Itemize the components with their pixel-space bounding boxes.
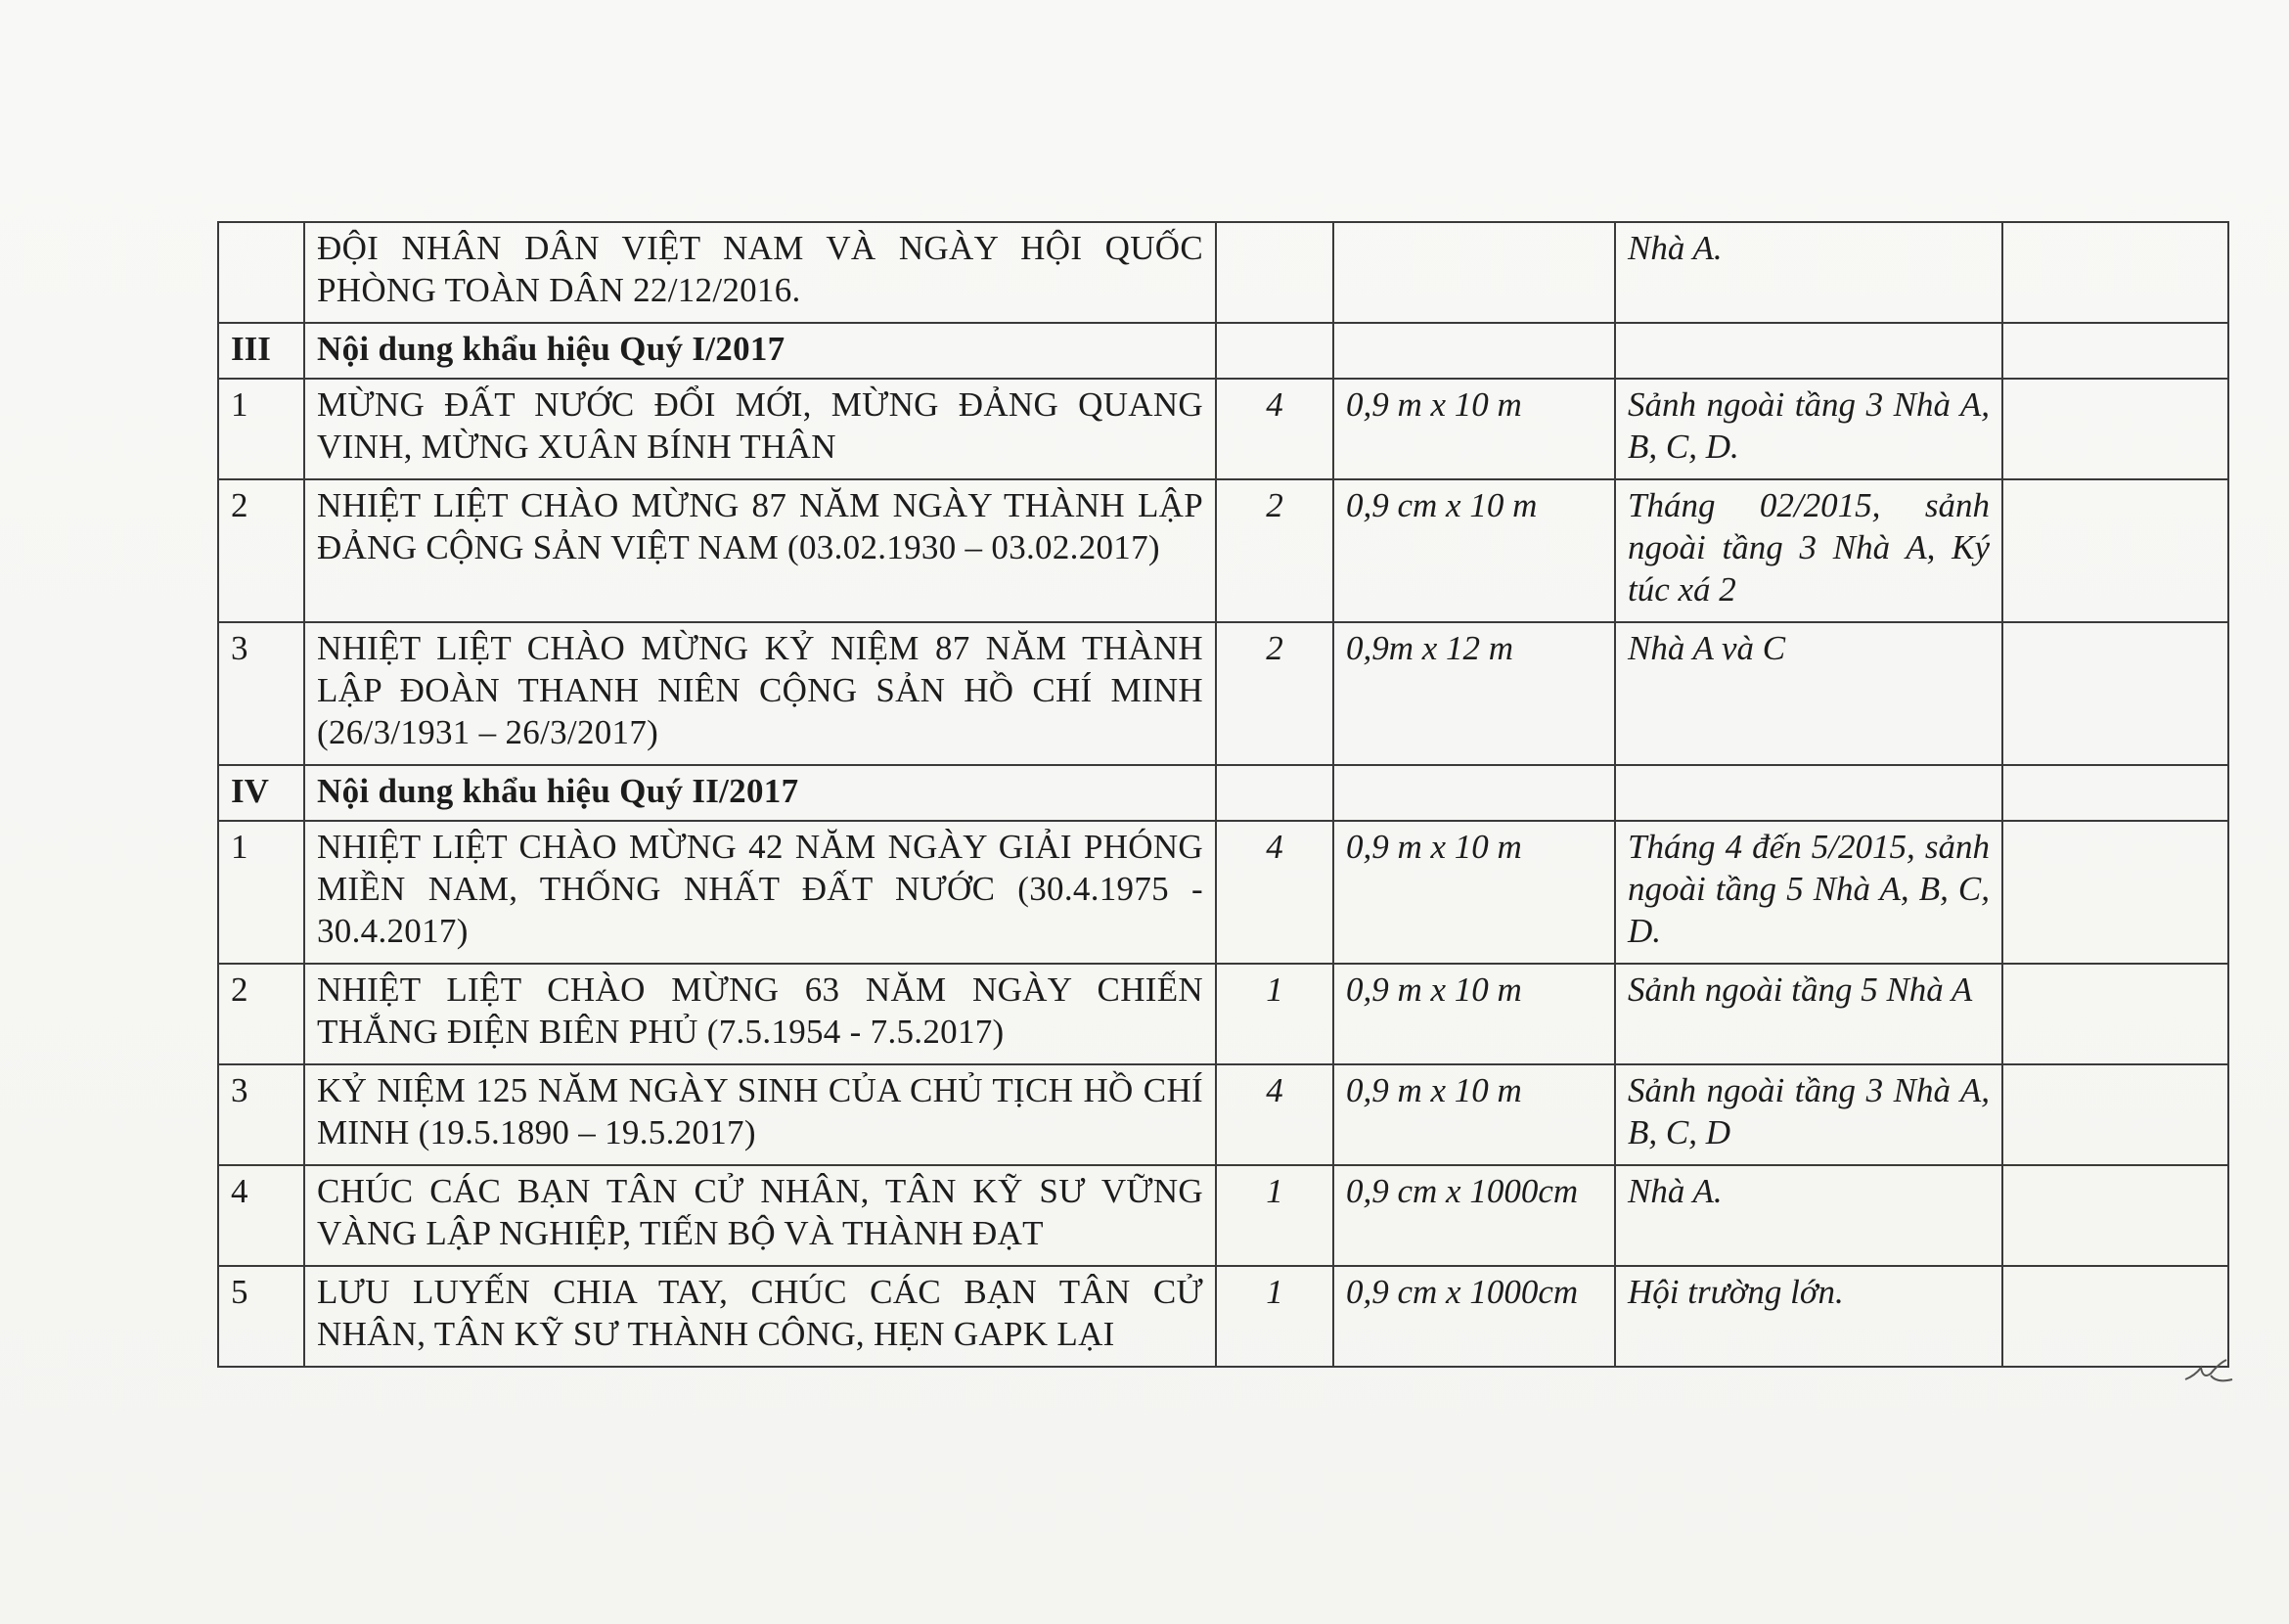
table-row [218,1064,2228,1165]
size-cell: 0,9 cm x 1000cm [1333,1165,1615,1266]
slogan-table [217,221,2229,1368]
note-cell [2002,1165,2228,1266]
size-cell: 0,9 cm x 10 m [1333,479,1615,622]
table-row [218,821,2228,964]
row-number-cell: 3 [218,1064,304,1165]
row-number-cell: 2 [218,479,304,622]
quantity-cell: 2 [1216,479,1333,622]
size-cell [1333,323,1615,379]
location-cell: Sảnh ngoài tầng 3 Nhà A, B, C, D. [1615,379,2002,479]
quantity-cell [1216,222,1333,323]
note-cell [2002,622,2228,765]
quantity-cell: 1 [1216,1165,1333,1266]
location-cell [1615,765,2002,821]
section-row [218,765,2228,821]
location-cell [1615,323,2002,379]
location-cell: Hội trường lớn. [1615,1266,2002,1367]
section-title-cell: Nội dung khẩu hiệu Quý I/2017 [304,323,1216,379]
size-cell [1333,222,1615,323]
note-cell [2002,222,2228,323]
row-number-cell: 2 [218,964,304,1064]
slogan-content-cell: NHIỆT LIỆT CHÀO MỪNG 63 NĂM NGÀY CHIẾN THẮNG ĐIỆN BIÊN PHỦ (7.5.1954 - 7.5.2017) [304,964,1216,1064]
quantity-cell: 1 [1216,1266,1333,1367]
note-cell [2002,1064,2228,1165]
quantity-cell: 1 [1216,964,1333,1064]
section-row [218,323,2228,379]
note-cell [2002,821,2228,964]
slogan-content-cell: NHIỆT LIỆT CHÀO MỪNG 42 NĂM NGÀY GIẢI PHÓNG MIỀN NAM, THỐNG NHẤT ĐẤT NƯỚC (30.4.1975 - 30.4.2017) [304,821,1216,964]
row-number-cell: 1 [218,821,304,964]
table-row [218,222,2228,323]
row-number-cell: 4 [218,1165,304,1266]
size-cell: 0,9 m x 10 m [1333,821,1615,964]
slogan-content-cell: ĐỘI NHÂN DÂN VIỆT NAM VÀ NGÀY HỘI QUỐC PHÒNG TOÀN DÂN 22/12/2016. [304,222,1216,323]
table-row [218,479,2228,622]
quantity-cell: 4 [1216,1064,1333,1165]
location-cell: Tháng 4 đến 5/2015, sảnh ngoài tầng 5 Nhà A, B, C, D. [1615,821,2002,964]
slogan-table-body [218,222,2228,1367]
quantity-cell: 4 [1216,379,1333,479]
note-cell [2002,323,2228,379]
note-cell [2002,964,2228,1064]
table-row [218,1266,2228,1367]
note-cell [2002,765,2228,821]
handwritten-mark-icon [2181,1350,2240,1389]
quantity-cell [1216,323,1333,379]
row-number-cell: 1 [218,379,304,479]
quantity-cell [1216,765,1333,821]
row-number-cell: 5 [218,1266,304,1367]
row-number-cell: IV [218,765,304,821]
table-row [218,622,2228,765]
note-cell [2002,479,2228,622]
size-cell: 0,9m x 12 m [1333,622,1615,765]
location-cell: Nhà A. [1615,1165,2002,1266]
size-cell: 0,9 cm x 1000cm [1333,1266,1615,1367]
location-cell: Sảnh ngoài tầng 3 Nhà A, B, C, D [1615,1064,2002,1165]
slogan-content-cell: MỪNG ĐẤT NƯỚC ĐỔI MỚI, MỪNG ĐẢNG QUANG VINH, MỪNG XUÂN BÍNH THÂN [304,379,1216,479]
table-row [218,1165,2228,1266]
section-title-cell: Nội dung khẩu hiệu Quý II/2017 [304,765,1216,821]
note-cell [2002,379,2228,479]
row-number-cell: III [218,323,304,379]
location-cell: Nhà A. [1615,222,2002,323]
location-cell: Sảnh ngoài tầng 5 Nhà A [1615,964,2002,1064]
quantity-cell: 4 [1216,821,1333,964]
slogan-content-cell: NHIỆT LIỆT CHÀO MỪNG 87 NĂM NGÀY THÀNH LẬP ĐẢNG CỘNG SẢN VIỆT NAM (03.02.1930 – 03.02.2017) [304,479,1216,622]
size-cell [1333,765,1615,821]
slogan-content-cell: LƯU LUYẾN CHIA TAY, CHÚC CÁC BẠN TÂN CỬ NHÂN, TÂN KỸ SƯ THÀNH CÔNG, HẸN GAPK LẠI [304,1266,1216,1367]
table-row [218,964,2228,1064]
table-row [218,379,2228,479]
slogan-content-cell: CHÚC CÁC BẠN TÂN CỬ NHÂN, TÂN KỸ SƯ VỮNG VÀNG LẬP NGHIỆP, TIẾN BỘ VÀ THÀNH ĐẠT [304,1165,1216,1266]
row-number-cell [218,222,304,323]
quantity-cell: 2 [1216,622,1333,765]
size-cell: 0,9 m x 10 m [1333,964,1615,1064]
size-cell: 0,9 m x 10 m [1333,1064,1615,1165]
row-number-cell: 3 [218,622,304,765]
location-cell: Nhà A và C [1615,622,2002,765]
slogan-content-cell: NHIỆT LIỆT CHÀO MỪNG KỶ NIỆM 87 NĂM THÀNH LẬP ĐOÀN THANH NIÊN CỘNG SẢN HỒ CHÍ MINH (26/3/1931 – 26/3/2017) [304,622,1216,765]
size-cell: 0,9 m x 10 m [1333,379,1615,479]
slogan-content-cell: KỶ NIỆM 125 NĂM NGÀY SINH CỦA CHỦ TỊCH HỒ CHÍ MINH (19.5.1890 – 19.5.2017) [304,1064,1216,1165]
location-cell: Tháng 02/2015, sảnh ngoài tầng 3 Nhà A, Ký túc xá 2 [1615,479,2002,622]
